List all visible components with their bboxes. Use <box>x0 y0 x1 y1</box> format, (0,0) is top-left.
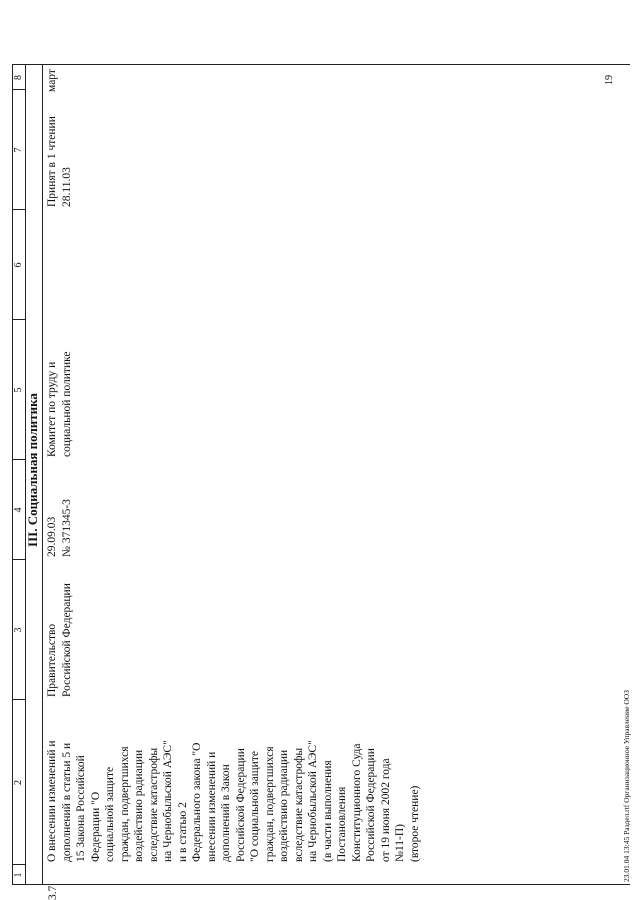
submission-info <box>45 461 74 557</box>
footer-file-info: 23.01.04 13:45 Раздел.rtf Организационное Управление ООЗ <box>622 690 631 882</box>
page-number: 19 <box>604 75 615 85</box>
bill-title-line: воздействию радиации <box>278 749 290 862</box>
bill-title-line: Федерального закона "О <box>191 742 203 862</box>
bill-title-line: О внесении изменений и <box>46 740 58 862</box>
bill-title-line: социальной защите <box>104 766 116 862</box>
reading-status <box>45 91 74 207</box>
section-title: III. Социальная политика <box>25 393 40 547</box>
header-col-1: 1 <box>13 872 24 878</box>
header-col-7: 7 <box>13 147 24 153</box>
bill-title-line: Конституционного Суда <box>350 743 363 862</box>
reading-status-date: 28.11.03 <box>60 167 73 207</box>
header-col-4: 4 <box>13 507 24 513</box>
row-number: 3.7 <box>47 885 59 900</box>
bill-title-line: на Чернобыльской АЭС" <box>162 740 174 862</box>
bill-title-line: дополнений в статьи 5 и <box>60 742 73 862</box>
bill-title-line: от 19 июня 2002 года <box>379 758 392 862</box>
bill-title-line: граждан, подвергшихся <box>263 746 276 862</box>
header-col-5: 5 <box>13 387 24 393</box>
committee-line: социальной политике <box>60 351 73 457</box>
header-col-3: 3 <box>13 627 24 633</box>
committee <box>45 321 74 457</box>
bill-title-line: (в части выполнения <box>321 760 334 862</box>
reading-status-text: Принят в 1 чтении <box>46 116 58 207</box>
bill-title-line: №11-П) <box>394 823 406 862</box>
bill-title-line: Российской Федерации <box>365 748 377 862</box>
bill-title-line: внесении изменений и <box>205 751 218 862</box>
bill-title-line: вследствие катастрофы <box>292 747 305 862</box>
bill-number: № 371345-3 <box>60 499 73 557</box>
table-left-border <box>12 884 630 885</box>
bill-title-line: "О социальной защите <box>249 751 261 862</box>
table-right-border <box>12 64 630 65</box>
header-col-6: 6 <box>13 262 24 268</box>
initiator-line: Правительство <box>46 623 58 697</box>
bill-title-line: Федерации "О <box>89 791 102 862</box>
bill-title-line: вследствие катастрофы <box>147 747 160 862</box>
bill-title-line: воздействию радиации <box>133 749 145 862</box>
header-col-2: 2 <box>13 780 24 785</box>
bill-title <box>45 702 422 862</box>
bill-title-line: Постановления <box>336 786 348 862</box>
initiator <box>45 561 74 697</box>
bill-title-line: граждан, подвергшихся <box>118 746 131 862</box>
initiator-line: Российской Федерации <box>60 583 73 697</box>
header-col-8: 8 <box>13 75 24 80</box>
bill-title-line: дополнений в Закон <box>220 764 232 862</box>
bill-title-line: на Чернобыльской АЭС" <box>307 740 319 862</box>
bill-title-line: (второе чтение) <box>408 785 421 862</box>
bill-title-line: 15 Закона Российской <box>75 755 87 862</box>
submission-date: 29.09.03 <box>46 516 58 557</box>
committee-line: Комитет по труду и <box>46 361 58 457</box>
bill-title-line: Российской Федерации <box>234 748 247 862</box>
col8-value: март <box>46 69 58 92</box>
bill-title-line: и в статью 2 <box>176 802 189 862</box>
section-bottom-border <box>42 65 43 885</box>
